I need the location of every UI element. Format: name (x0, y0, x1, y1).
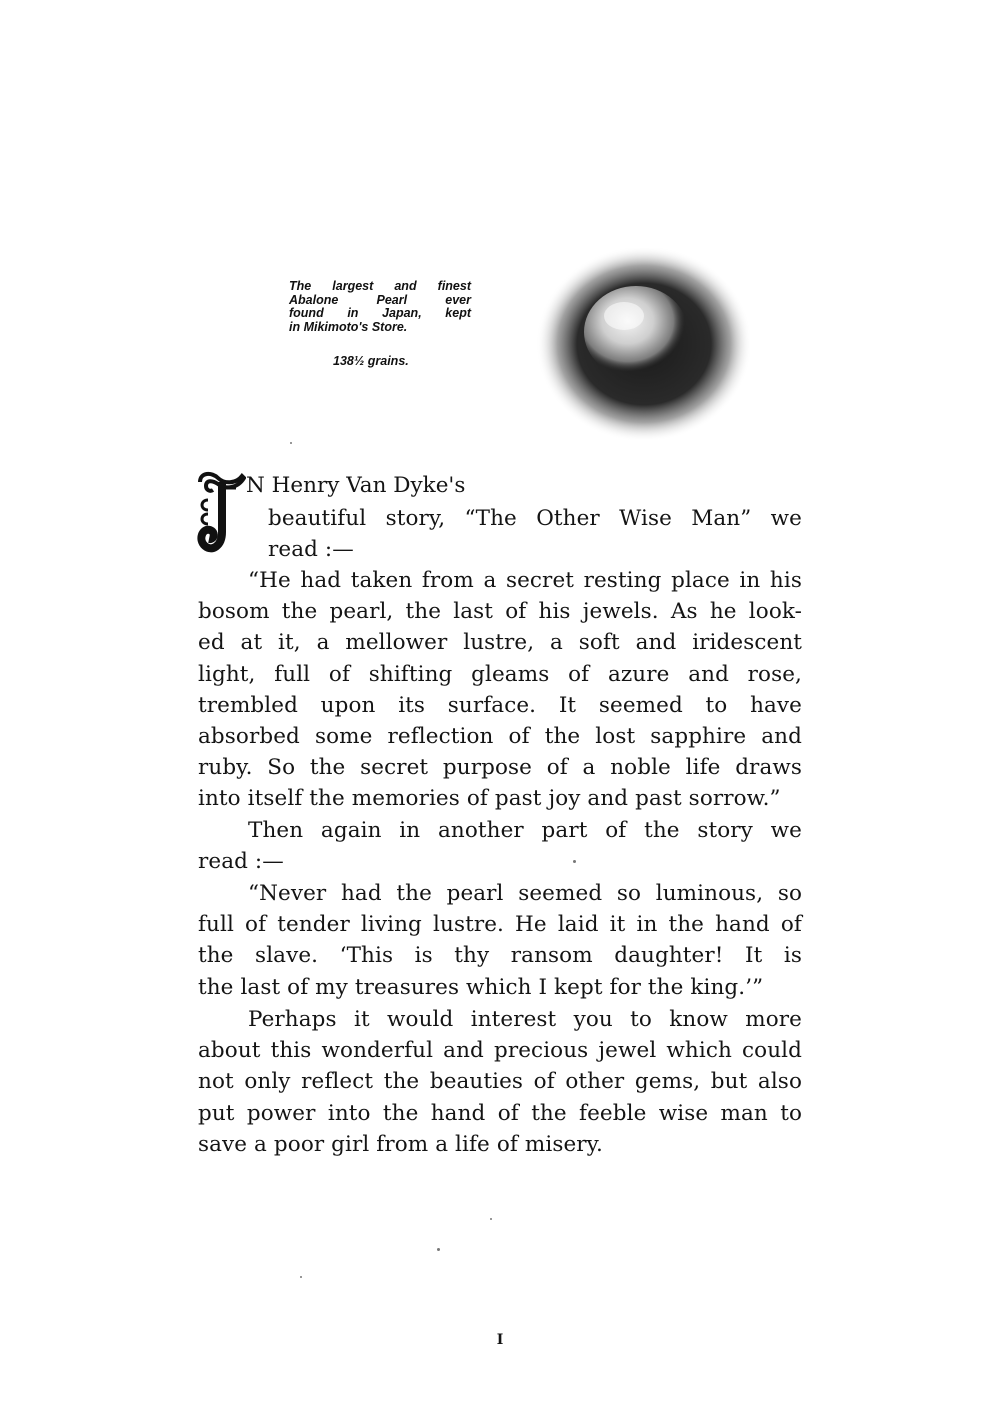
text-line: light, full of shifting gleams of azure and rose, (198, 661, 802, 687)
text-line: “Never had the pearl seemed so luminous, so (248, 881, 802, 906)
print-speck (300, 1276, 302, 1278)
text-line: save a poor girl from a life of misery. (198, 1131, 603, 1157)
text-line: not only reflect the beauties of other gems, but also (198, 1069, 802, 1095)
text-line: ed at it, a mellower lustre, a soft and iridescent (198, 630, 802, 656)
text-line: Perhaps it would interest you to know more (248, 1007, 802, 1032)
caption-line: found in Japan, kept (289, 306, 471, 320)
caption-weight: 138½ grains. (333, 354, 409, 368)
text-line: trembled upon its surface. It seemed to have (198, 692, 802, 718)
text-line: Then again in another part of the story we (248, 818, 802, 843)
caption-line: The largest and finest (289, 279, 471, 293)
text-line: into itself the memories of past joy and past sorrow.” (198, 786, 781, 812)
transition-paragraph (198, 815, 802, 877)
photo-caption (289, 280, 471, 334)
quote-paragraph-2 (198, 878, 802, 1003)
abalone-pearl-image (532, 248, 750, 440)
opening-first-line: N Henry Van Dyke's (246, 473, 466, 498)
text-line: the last of my treasures which I kept for the king.’” (198, 974, 764, 1000)
caption-line: in Mikimoto's Store. (289, 319, 408, 334)
page-number: I (496, 1332, 504, 1348)
text-line: full of tender living lustre. He laid it in the hand of (198, 912, 802, 938)
print-speck (290, 442, 292, 444)
text-line: bosom the pearl, the last of his jewels. As he look- (198, 599, 802, 625)
text-line: put power into the hand of the feeble wise man to (198, 1100, 802, 1126)
text-line: absorbed some reflection of the lost sapphire and (198, 724, 802, 750)
closing-paragraph (198, 1004, 802, 1160)
caption-line: Abalone Pearl ever (289, 292, 471, 307)
text-line: beautiful story, “The Other Wise Man” we (268, 506, 802, 531)
print-speck (573, 860, 576, 863)
text-line: ruby. So the secret purpose of a noble life draws (198, 755, 802, 781)
opening-paragraph (198, 503, 802, 565)
text-line: the slave. ‘This is thy ransom daughter! It is (198, 943, 802, 969)
text-line: read :— (198, 849, 284, 875)
text-line: read :— (268, 537, 354, 563)
text-line: “He had taken from a secret resting place in his (248, 568, 802, 593)
text-line: about this wonderful and precious jewel which could (198, 1038, 802, 1064)
print-speck (437, 1248, 440, 1251)
print-speck (490, 1218, 492, 1220)
quote-paragraph-1 (198, 565, 802, 815)
